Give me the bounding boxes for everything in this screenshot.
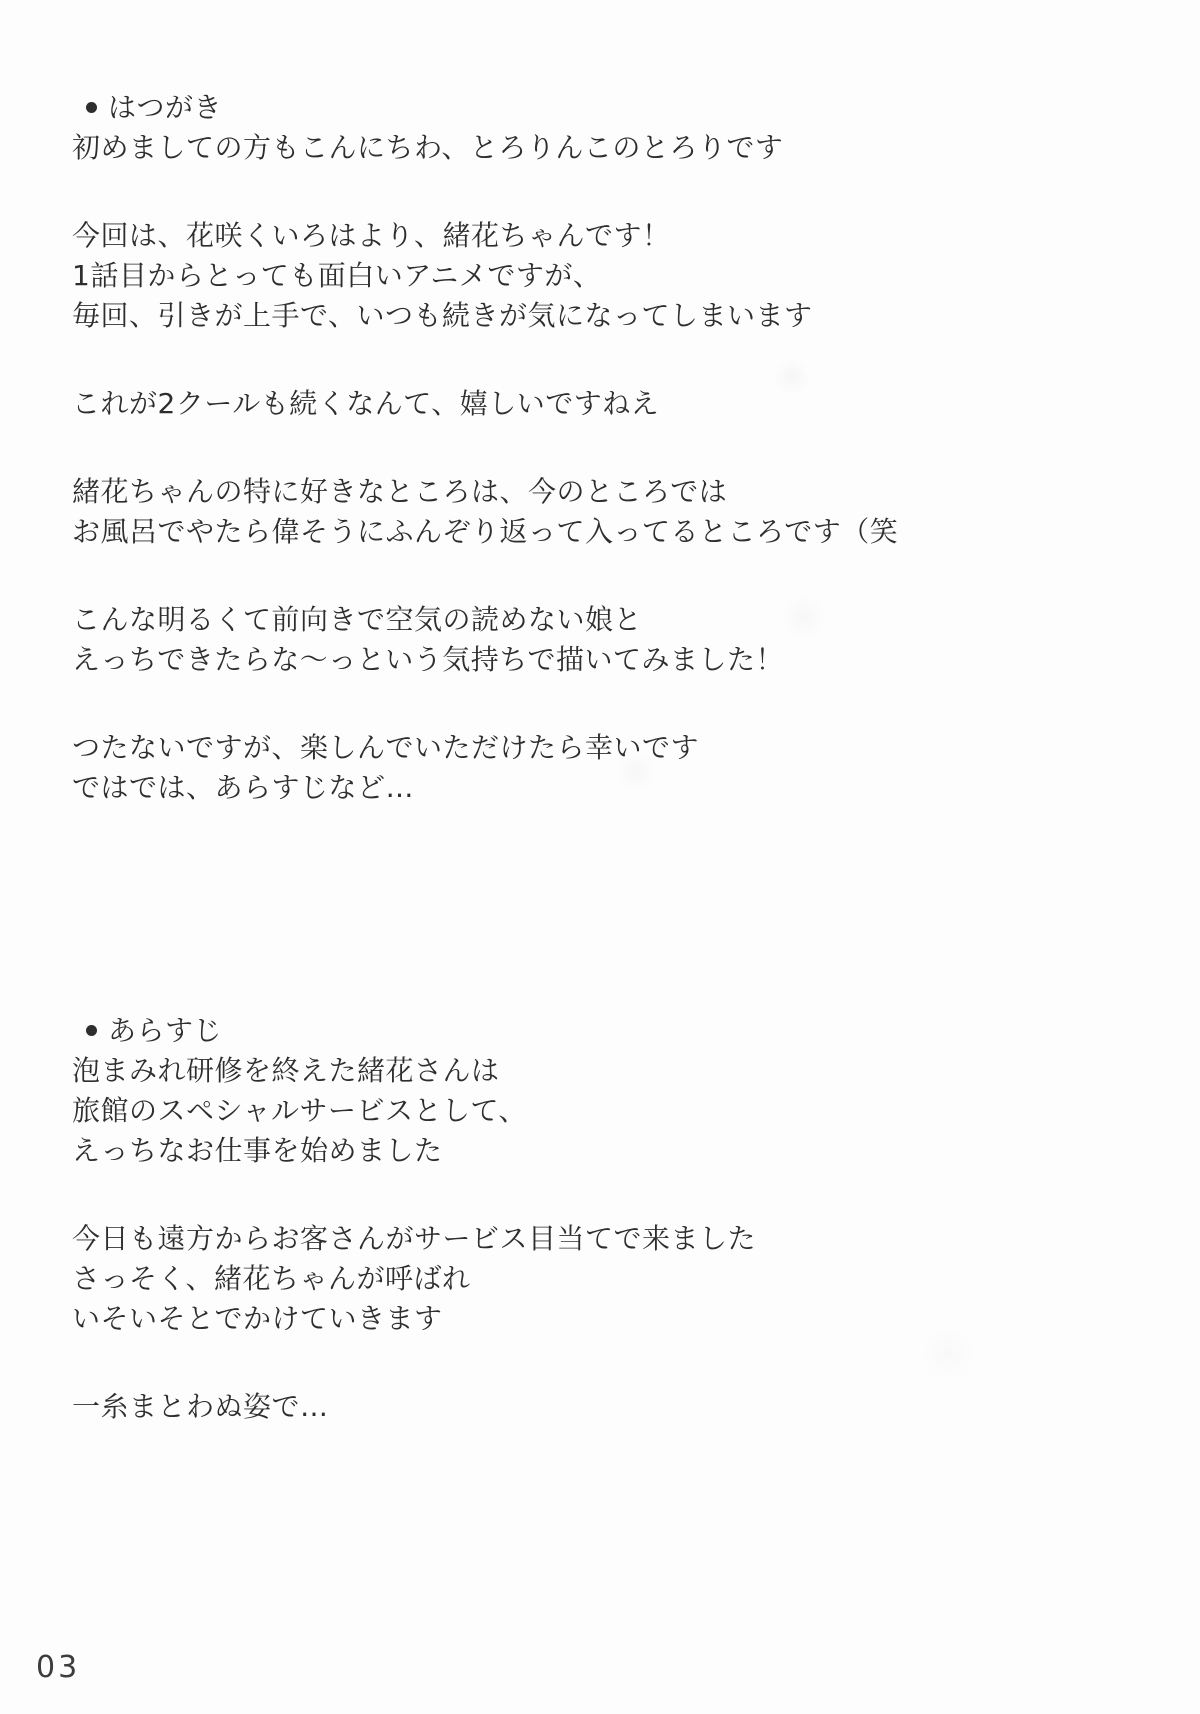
page-number: 03 xyxy=(36,1650,81,1685)
preface-heading-label: はつがき xyxy=(108,91,223,124)
synopsis-paragraph xyxy=(72,1051,756,1171)
text-line: 泡まみれ研修を終えた緒花さんは xyxy=(72,1054,500,1087)
preface-paragraph xyxy=(72,600,898,680)
text-line: 毎回、引きが上手で、いつも続きが気になってしまいます xyxy=(72,299,813,332)
text-line: えっちなお仕事を始めました xyxy=(72,1134,443,1167)
text-line: さっそく、緒花ちゃんが呼ばれ xyxy=(72,1262,471,1295)
synopsis-paragraph xyxy=(72,1387,756,1427)
text-line: ではでは、あらすじなど… xyxy=(72,771,415,804)
text-line: これが2クールも続くなんて、嬉しいですねえ xyxy=(72,387,660,420)
bullet-icon xyxy=(86,1025,97,1036)
text-line: 今日も遠方からお客さんがサービス目当てで来ました xyxy=(72,1222,757,1255)
synopsis-heading-label: あらすじ xyxy=(108,1014,223,1047)
text-line: 今回は、花咲くいろはより、緒花ちゃんです！ xyxy=(72,219,671,252)
text-line: 緒花ちゃんの特に好きなところは、今のところでは xyxy=(72,475,728,508)
text-line: 初めましての方もこんにちわ、とろりんこのとろりです xyxy=(72,131,784,164)
text-line: つたないですが、楽しんでいただけたら幸いです xyxy=(72,731,700,764)
preface-paragraph xyxy=(72,128,898,168)
text-line: お風呂でやたら偉そうにふんぞり返って入ってるところです（笑 xyxy=(72,515,899,548)
bullet-icon xyxy=(86,102,97,113)
preface-section xyxy=(72,88,898,808)
preface-paragraph xyxy=(72,472,898,552)
text-line: いそいそとでかけていきます xyxy=(72,1302,443,1335)
preface-heading xyxy=(72,88,898,128)
synopsis-section xyxy=(72,1011,756,1427)
synopsis-heading xyxy=(72,1011,756,1051)
text-line: こんな明るくて前向きで空気の読めない娘と xyxy=(72,603,643,636)
text-line: 一糸まとわぬ姿で… xyxy=(72,1390,329,1423)
synopsis-paragraph xyxy=(72,1219,756,1339)
preface-paragraph xyxy=(72,728,898,808)
text-line: えっちできたらな～っという気持ちで描いてみました！ xyxy=(72,643,784,676)
preface-paragraph xyxy=(72,216,898,336)
preface-paragraph xyxy=(72,384,898,424)
text-line: 1話目からとっても面白いアニメですが、 xyxy=(72,259,602,292)
text-line: 旅館のスペシャルサービスとして、 xyxy=(72,1094,527,1127)
